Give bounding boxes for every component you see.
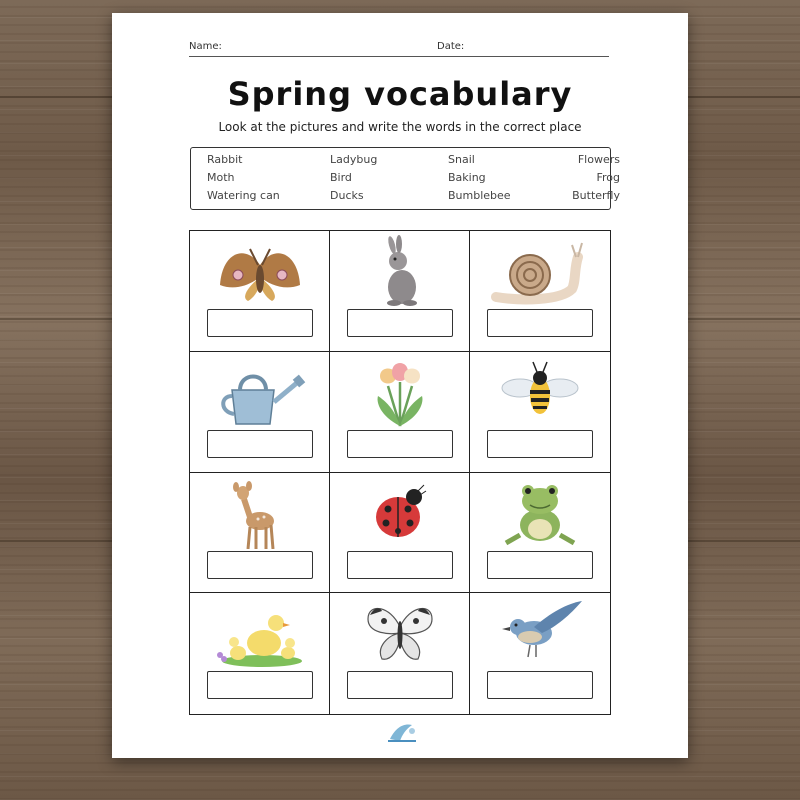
word-bank-item: Ladybug [330, 153, 378, 166]
name-label: Name: [189, 41, 222, 52]
picture-cell [190, 473, 330, 594]
answer-box[interactable] [487, 430, 593, 458]
word-bank-item: Flowers [577, 153, 620, 166]
picture-cell [470, 593, 610, 714]
rabbit-icon [350, 235, 450, 307]
bird-icon [490, 597, 590, 669]
word-bank-item: Frog [596, 171, 620, 184]
word-bank-item: Snail [448, 153, 475, 166]
page-title: Spring vocabulary [227, 75, 573, 113]
word-bank-item: Baking [448, 171, 486, 184]
frog-icon [490, 477, 590, 549]
answer-box[interactable] [487, 551, 593, 579]
answer-box[interactable] [207, 671, 313, 699]
name-date-line [189, 41, 609, 57]
butterfly-icon [350, 597, 450, 669]
date-label: Date: [437, 41, 465, 52]
answer-box[interactable] [207, 551, 313, 579]
answer-box[interactable] [487, 671, 593, 699]
picture-cell [330, 352, 470, 473]
answer-box[interactable] [347, 430, 453, 458]
word-bank-item: Ducks [330, 189, 364, 202]
word-bank-item: Butterfly [572, 189, 620, 202]
brand-logo-icon [382, 719, 422, 745]
fawn-icon [210, 477, 310, 549]
word-bank-item: Moth [207, 171, 235, 184]
picture-cell [190, 231, 330, 352]
answer-box[interactable] [347, 309, 453, 337]
moth-icon [210, 235, 310, 307]
word-bank-item: Bumblebee [448, 189, 511, 202]
word-bank-item: Bird [330, 171, 352, 184]
answer-box[interactable] [487, 309, 593, 337]
tulips-icon [350, 356, 450, 428]
picture-cell [330, 593, 470, 714]
bumblebee-icon [490, 356, 590, 428]
picture-cell [330, 231, 470, 352]
instructions: Look at the pictures and write the words in the correct place [218, 120, 582, 134]
worksheet-page [112, 13, 688, 758]
picture-cell [190, 352, 330, 473]
picture-cell [190, 593, 330, 714]
answer-box[interactable] [207, 309, 313, 337]
picture-cell [470, 352, 610, 473]
picture-cell [470, 473, 610, 594]
snail-icon [490, 235, 590, 307]
word-bank-item: Rabbit [207, 153, 243, 166]
watering-can-icon [210, 356, 310, 428]
picture-grid [189, 230, 611, 715]
ducks-icon [210, 597, 310, 669]
answer-box[interactable] [347, 551, 453, 579]
answer-box[interactable] [207, 430, 313, 458]
answer-box[interactable] [347, 671, 453, 699]
picture-cell [330, 473, 470, 594]
picture-cell [470, 231, 610, 352]
word-bank [190, 147, 620, 210]
word-bank-item: Watering can [207, 189, 280, 202]
ladybug-icon [350, 477, 450, 549]
